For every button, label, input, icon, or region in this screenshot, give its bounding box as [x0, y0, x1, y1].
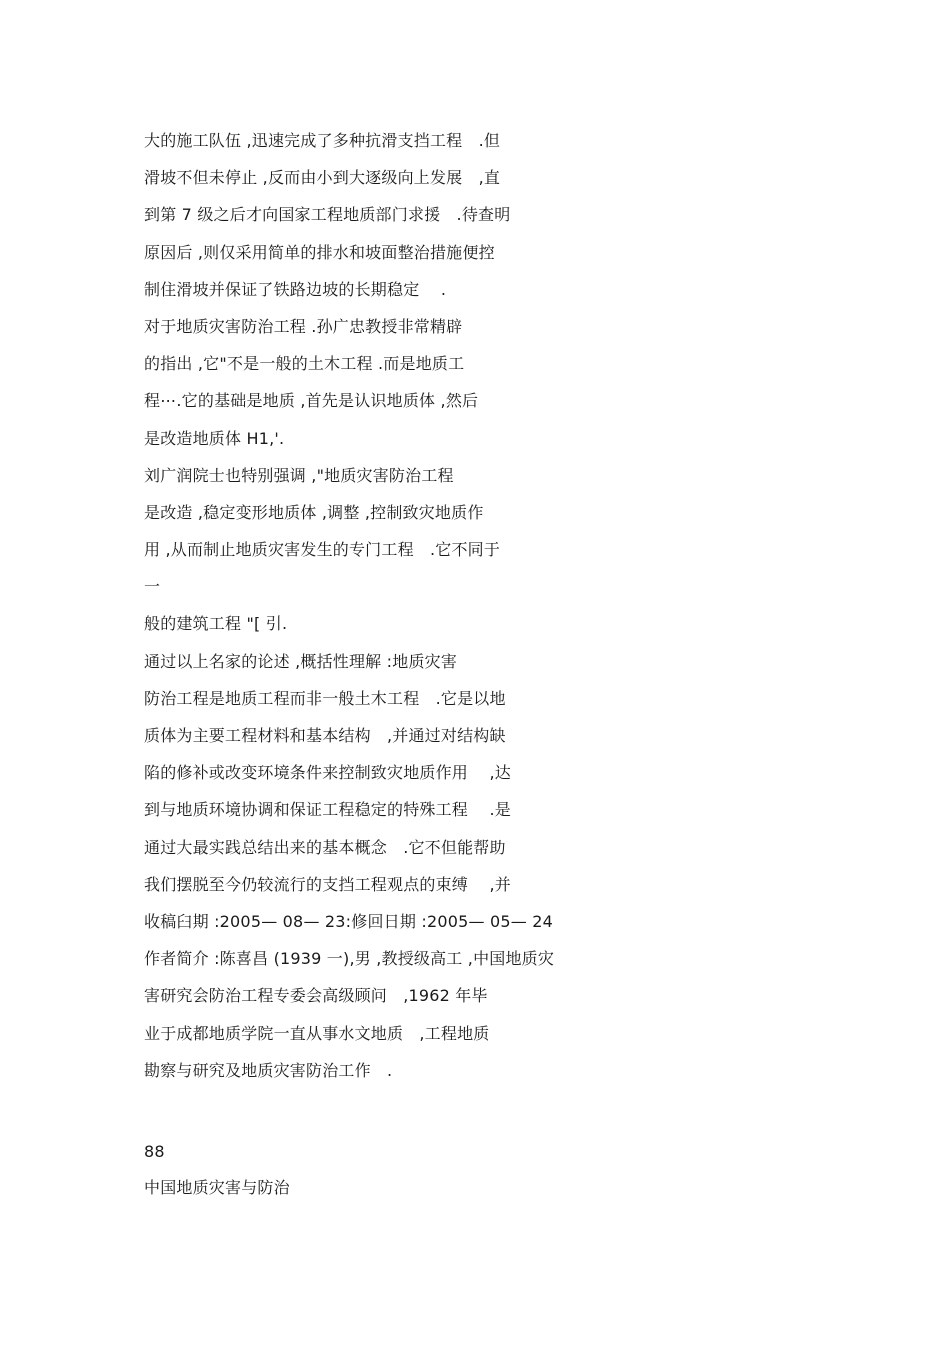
text-line: 原因后 ,则仅采用简单的排水和坡面整治措施便控	[144, 242, 495, 262]
text-line: 陷的修补或改变环境条件来控制致灾地质作用 ,达	[144, 763, 511, 783]
text-line: 通过以上名家的论述 ,概括性理解 :地质灾害	[144, 651, 458, 671]
text-line: 勘察与研究及地质灾害防治工作 .	[144, 1060, 393, 1080]
text-line: 滑坡不但未停止 ,反而由小到大逐级向上发展 ,直	[144, 168, 501, 188]
text-line: 通过大最实践总结出来的基本概念 .它不但能帮助	[144, 837, 506, 857]
page-footer	[144, 1134, 744, 1206]
text-line: 是改造地质体 H1,'.	[144, 428, 285, 448]
text-line: 作者简介 :陈喜昌 (1939 一),男 ,教授级高工 ,中国地质灾	[144, 949, 555, 969]
text-line: 我们摆脱至今仍较流行的支挡工程观点的束缚 ,并	[144, 874, 511, 894]
journal-name: 中国地质灾害与防治	[144, 1178, 290, 1197]
text-line: 的指出 ,它"不是一般的土木工程 .而是地质工	[144, 354, 465, 374]
body-text	[144, 122, 864, 1089]
text-line: 大的施工队伍 ,迅速完成了多种抗滑支挡工程 .但	[144, 131, 501, 150]
text-line: 程⋯.它的基础是地质 ,首先是认识地质体 ,然后	[144, 391, 479, 411]
text-line: 是改造 ,稳定变形地质体 ,调整 ,控制致灾地质作	[144, 502, 484, 522]
text-line: 业于成都地质学院一直从事水文地质 ,工程地质	[144, 1023, 490, 1043]
text-line: 质体为主要工程材料和基本结构 ,并通过对结构缺	[144, 726, 506, 745]
text-line: 收稿臼期 :2005— 08— 23:修回日期 :2005— 05— 24	[144, 911, 553, 931]
text-line: 到与地质环境协调和保证工程稳定的特殊工程 .是	[144, 800, 511, 820]
text-line: 制住滑坡并保证了铁路边坡的长期稳定 .	[144, 279, 447, 299]
text-line: 防治工程是地质工程而非一般土木工程 .它是以地	[144, 688, 506, 708]
page-number: 88	[144, 1142, 165, 1161]
text-line: 一	[144, 577, 161, 597]
text-line: 害研究会防治工程专委会高级顾问 ,1962 年毕	[144, 986, 488, 1006]
text-line: 用 ,从而制止地质灾害发生的专门工程 .它不同于	[144, 540, 501, 560]
text-line: 到第 7 级之后才向国家工程地质部门求援 .待查明	[144, 205, 511, 225]
text-line: 般的建筑工程 "[ 引.	[144, 614, 288, 634]
text-line: 对于地质灾害防治工程 .孙广忠教授非常精辟	[144, 316, 463, 336]
text-line: 刘广润院士也特别强调 ,"地质灾害防治工程	[144, 465, 454, 485]
